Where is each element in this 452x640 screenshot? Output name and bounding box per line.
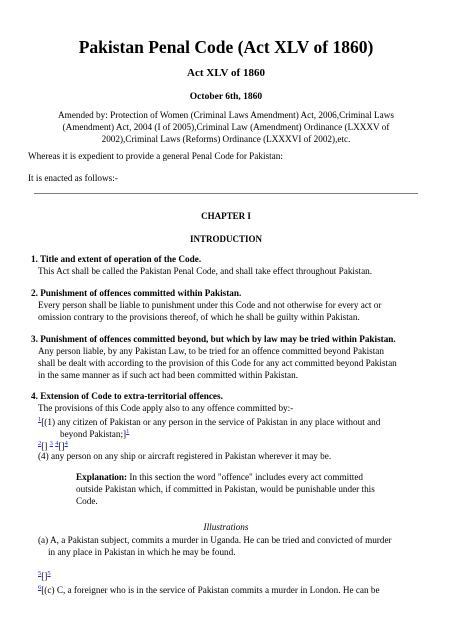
act-date: October 6th, 1860 xyxy=(189,92,263,102)
item-text: any citizen of Pakistan or any person in the service of Pakistan in any place without and xyxy=(57,417,381,427)
preamble-enacted: It is enacted as follows:- xyxy=(28,173,118,183)
preamble-whereas: Whereas it is expedient to provide a general Penal Code for Pakistan: xyxy=(28,151,283,161)
section-body-line: The provisions of this Code apply also to any offence committed by:- xyxy=(38,403,294,413)
illustration-a xyxy=(38,534,438,558)
section-4 xyxy=(31,390,293,414)
amendment-line: (Amendment) Act, 2004 (I of 2005),Criminal Law (Amendment) Ordinance (LXXXV of xyxy=(62,122,390,132)
explanation-text: outside Pakistan which, if committed in Pakistan, would be punishable under this xyxy=(76,484,375,494)
item-text: beyond Pakistan;] xyxy=(60,429,127,439)
item-prefix: [(c) xyxy=(41,585,55,595)
item-prefix: [(1) xyxy=(41,417,56,427)
section-body: This Act shall be called the Pakistan Penal Code, and shall take effect throughout Pakistan. xyxy=(38,266,373,276)
section-heading: 3. Punishment of offences committed beyond, but which by law may be tried within Pakistan. xyxy=(31,334,396,344)
footnote-link[interactable]: 4 xyxy=(64,440,68,447)
section-1 xyxy=(31,253,372,277)
bracket: [] xyxy=(58,441,65,451)
document-title: Pakistan Penal Code (Act XLV of 1860) xyxy=(78,37,374,57)
bracket: [] xyxy=(41,441,48,451)
chapter-title: INTRODUCTION xyxy=(189,234,262,244)
section-3 xyxy=(31,333,397,381)
illustration-line: C, a foreigner who is in the service of Pakistan commits a murder in London. He can be xyxy=(56,585,380,595)
section-body-line: shall be dealt with according to the provision of this Code for any act committed beyond Pakistan xyxy=(38,358,397,368)
chapter-heading: CHAPTER I xyxy=(201,211,251,221)
footnote-row xyxy=(38,568,51,582)
explanation-text: In this section the word "offence" includes every act committed xyxy=(129,472,363,482)
bracket: [] xyxy=(41,571,48,581)
section-body-line: Every person shall be liable to punishment under this Code and not otherwise for every act or xyxy=(38,300,382,310)
section-heading: 4. Extension of Code to extra-territorial offences. xyxy=(31,391,223,401)
section-2 xyxy=(31,287,381,323)
amendment-line: Amended by: Protection of Women (Criminal Laws Amendment) Act, 2006,Criminal Laws xyxy=(58,110,394,120)
section-4-item-1-cont xyxy=(60,426,129,440)
footnote-link[interactable]: 2 xyxy=(38,440,42,447)
section-heading: 2. Punishment of offences committed within Pakistan. xyxy=(31,288,242,298)
explanation-text: Code. xyxy=(76,496,98,506)
section-4-item-4: (4) any person on any ship or aircraft registered in Pakistan wherever it may be. xyxy=(38,451,332,461)
section-body-line: in the same manner as if such act had been committed within Pakistan. xyxy=(38,370,298,380)
footnote-link[interactable]: 6 xyxy=(38,584,42,591)
amendment-line: 2002),Criminal Laws (Reforms) Ordinance (LXXXVI of 2002),etc. xyxy=(101,134,351,144)
illustrations-heading: Illustrations xyxy=(203,522,249,532)
footnote-link[interactable]: 3 xyxy=(49,440,53,447)
illustration-line: (a) A, a Pakistan subject, commits a murder in Uganda. He can be tried and convicted of murder xyxy=(38,535,392,545)
section-body-line: Any person liable, by any Pakistan Law, to be tried for an offence committed beyond Pakistan xyxy=(38,346,384,356)
amendment-note xyxy=(28,109,424,145)
section-heading: 1. Title and extent of operation of the Code. xyxy=(31,254,202,264)
footnote-link[interactable]: 1 xyxy=(126,428,130,435)
explanation-label: Explanation: xyxy=(76,472,128,482)
horizontal-divider xyxy=(34,193,418,194)
footnote-link[interactable]: 5 xyxy=(47,570,51,577)
act-subtitle: Act XLV of 1860 xyxy=(187,67,265,79)
illustration-c xyxy=(38,582,438,596)
explanation xyxy=(76,471,406,507)
footnote-link[interactable]: 5 xyxy=(38,570,42,577)
footnote-link[interactable]: 4 xyxy=(55,440,59,447)
section-body-line: omission contrary to the provisions thereof, of which he shall be guilty within Pakistan. xyxy=(38,312,360,322)
footnote-link[interactable]: 1 xyxy=(38,416,42,423)
illustration-line: in any place in Pakistan in which he may be found. xyxy=(48,547,236,557)
